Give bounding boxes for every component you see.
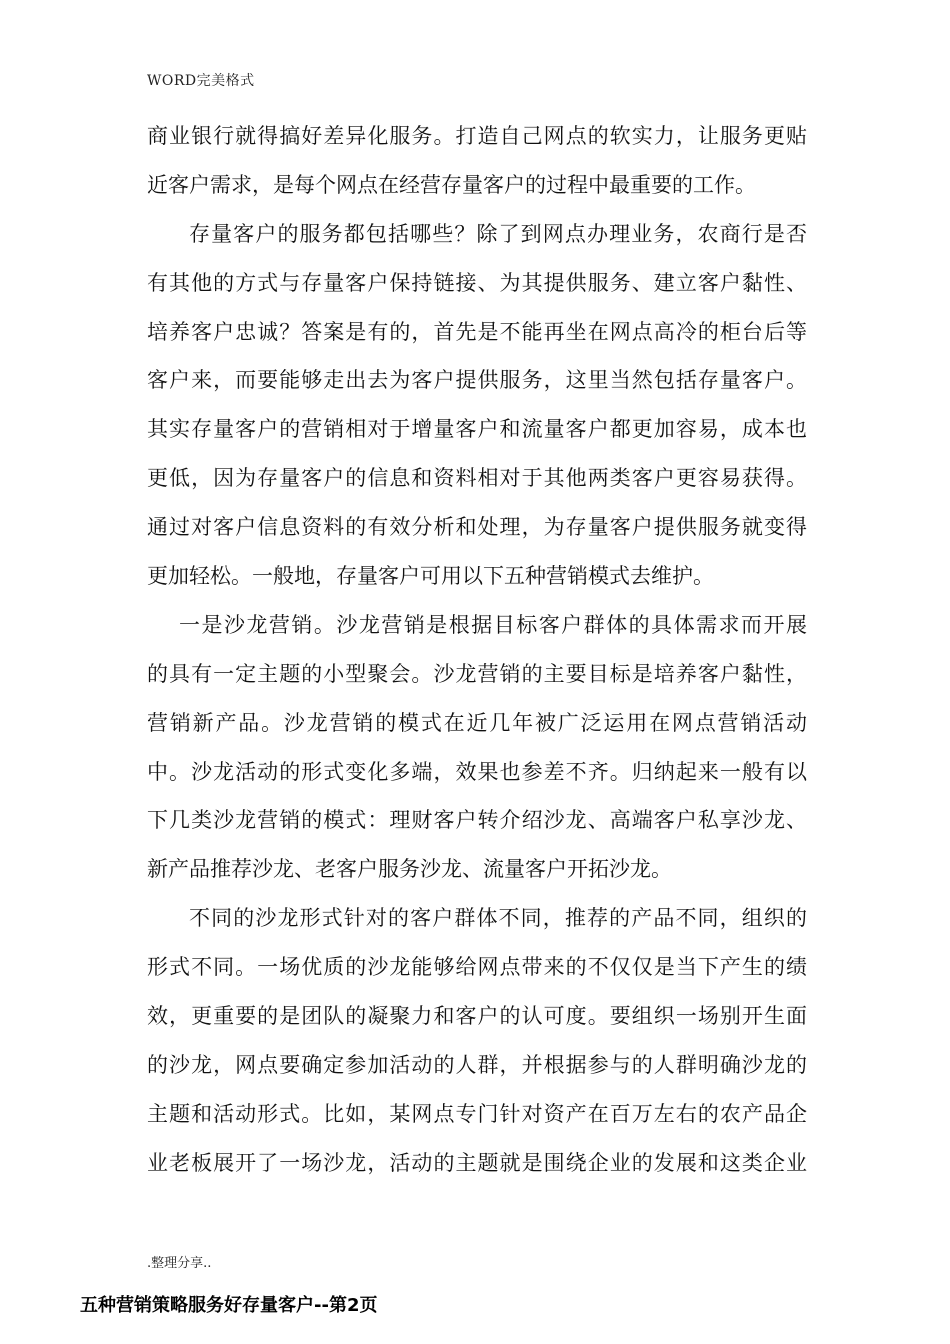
text-line: 不同的沙龙形式针对的客户群体不同，推荐的产品不同，组织的 <box>189 906 807 931</box>
text-line: 有其他的方式与存量客户保持链接、为其提供服务、建立客户黏性、 <box>147 270 807 295</box>
text-line: 客户来，而要能够走出去为客户提供服务，这里当然包括存量客户。 <box>147 368 807 393</box>
text-line: 更低，因为存量客户的信息和资料相对于其他两类客户更容易获得。 <box>147 466 807 491</box>
text-line: 更加轻松。一般地，存量客户可用以下五种营销模式去维护。 <box>147 564 714 589</box>
text-line: 新产品推荐沙龙、老客户服务沙龙、流量客户开拓沙龙。 <box>147 857 672 882</box>
text-line: 的沙龙，网点要确定参加活动的人群，并根据参与的人群明确沙龙的 <box>147 1052 807 1077</box>
text-line: 一是沙龙营销。沙龙营销是根据目标客户群体的具体需求而开展 <box>179 612 807 637</box>
text-line: 形式不同。一场优质的沙龙能够给网点带来的不仅仅是当下产生的绩 <box>147 955 807 980</box>
text-line: 通过对客户信息资料的有效分析和处理，为存量客户提供服务就变得 <box>147 515 807 540</box>
footer-note: .整理分享.. <box>147 1256 212 1271</box>
text-line: 下几类沙龙营销的模式：理财客户转介绍沙龙、高端客户私享沙龙、 <box>147 808 807 833</box>
text-line: 中。沙龙活动的形式变化多端，效果也参差不齐。归纳起来一般有以 <box>147 759 807 784</box>
text-line: 营销新产品。沙龙营销的模式在近几年被广泛运用在网点营销活动 <box>147 710 807 735</box>
text-line: 效，更重要的是团队的凝聚力和客户的认可度。要组织一场别开生面 <box>147 1004 807 1029</box>
text-line: 存量客户的服务都包括哪些？除了到网点办理业务，农商行是否 <box>189 221 807 246</box>
footer-title: 五种营销策略服务好存量客户--第2页 <box>80 1295 378 1316</box>
text-line: 主题和活动形式。比如，某网点专门针对资产在百万左右的农产品企 <box>147 1101 807 1126</box>
text-line: 商业银行就得搞好差异化服务。打造自己网点的软实力，让服务更贴 <box>147 124 807 148</box>
text-line: 培养客户忠诚？答案是有的，首先是不能再坐在网点高冷的柜台后等 <box>147 319 807 344</box>
text-line: 近客户需求，是每个网点在经营存量客户的过程中最重要的工作。 <box>147 172 756 197</box>
text-line: 业老板展开了一场沙龙，活动的主题就是围绕企业的发展和这类企业 <box>147 1150 807 1175</box>
page-header: WORD完美格式 <box>147 73 255 89</box>
text-line: 的具有一定主题的小型聚会。沙龙营销的主要目标是培养客户黏性， <box>147 661 807 686</box>
text-line: 其实存量客户的营销相对于增量客户和流量客户都更加容易，成本也 <box>147 417 807 442</box>
document-body <box>147 112 807 1188</box>
